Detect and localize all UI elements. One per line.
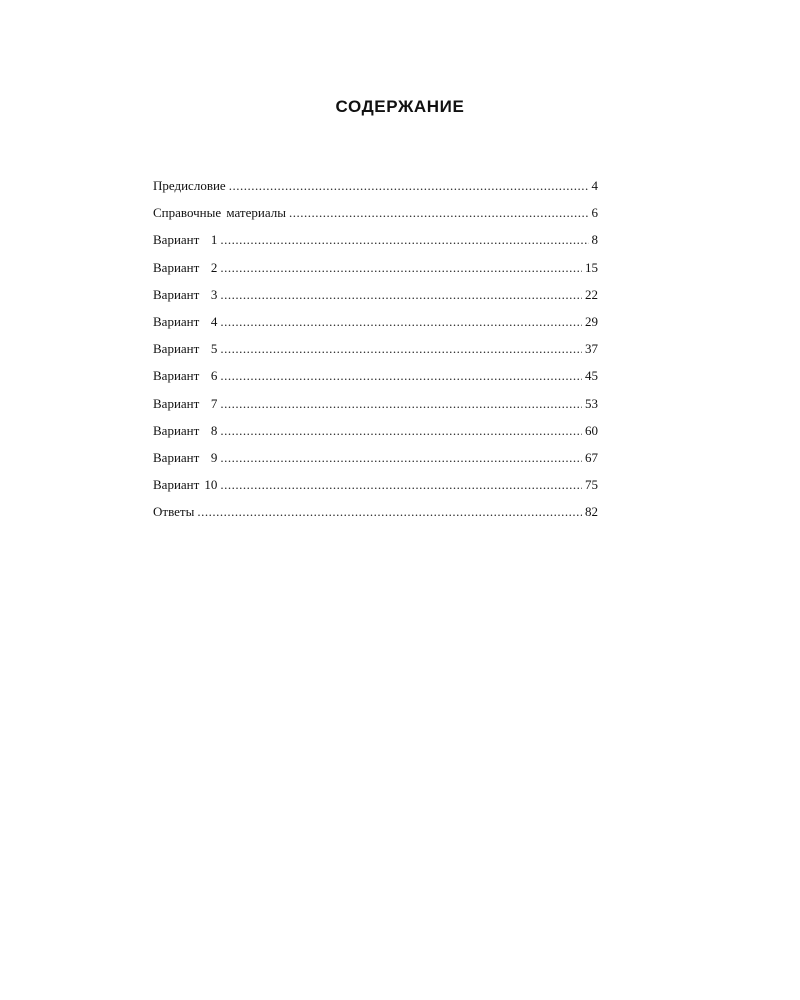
dot-leader — [220, 450, 582, 466]
dot-leader — [220, 232, 588, 248]
table-of-contents — [153, 178, 598, 531]
toc-entry-page: 4 — [591, 178, 598, 193]
toc-entry-preface — [153, 178, 598, 205]
toc-entry-page: 53 — [585, 395, 598, 411]
dot-leader — [220, 477, 582, 493]
dot-leader — [229, 178, 589, 194]
dot-leader — [220, 423, 582, 439]
toc-entry-page: 45 — [585, 368, 598, 384]
toc-entry-label: Справочные материалы — [153, 205, 286, 221]
toc-entry-label: Вариант — [153, 368, 200, 384]
toc-entry-label: Вариант — [153, 449, 200, 465]
toc-entry-label: Предисловие — [153, 178, 226, 193]
toc-entry-page: 22 — [585, 286, 598, 302]
toc-entry-page: 15 — [585, 259, 598, 275]
dot-leader — [289, 205, 589, 221]
toc-entry-variant-7 — [153, 396, 598, 423]
toc-entry-page: 29 — [585, 313, 598, 329]
toc-entry-label: Вариант — [153, 395, 200, 411]
toc-entry-variant-9 — [153, 450, 598, 477]
toc-entry-number: 8 — [210, 422, 218, 438]
toc-entry-variant-10 — [153, 477, 598, 504]
toc-entry-label: Ответы — [153, 504, 195, 520]
toc-entry-number: 1 — [210, 232, 218, 248]
toc-entry-label: Вариант — [153, 232, 200, 248]
toc-entry-page: 67 — [585, 449, 598, 465]
toc-entry-number: 6 — [210, 368, 218, 384]
toc-entry-label: Вариант — [153, 259, 200, 275]
toc-entry-label: Вариант — [153, 286, 200, 302]
dot-leader — [220, 341, 582, 357]
toc-entry-page: 82 — [585, 504, 598, 520]
toc-entry-label: Вариант — [153, 477, 200, 493]
toc-entry-answers — [153, 504, 598, 531]
dot-leader — [220, 314, 582, 330]
toc-entry-number: 4 — [210, 313, 218, 329]
toc-entry-label: Вариант — [153, 313, 200, 329]
toc-entry-variant-5 — [153, 341, 598, 368]
toc-entry-number: 2 — [210, 259, 218, 275]
toc-entry-page: 6 — [591, 205, 598, 221]
toc-entry-variant-8 — [153, 423, 598, 450]
toc-entry-number: 3 — [210, 286, 218, 302]
toc-entry-label: Вариант — [153, 341, 200, 357]
toc-entry-page: 37 — [585, 341, 598, 357]
page-title: СОДЕРЖАНИЕ — [335, 97, 465, 116]
toc-entry-page: 60 — [585, 422, 598, 438]
toc-entry-variant-6 — [153, 368, 598, 395]
toc-entry-label: Вариант — [153, 422, 200, 438]
dot-leader — [220, 396, 582, 412]
toc-entry-variant-3 — [153, 287, 598, 314]
toc-entry-number: 7 — [210, 395, 218, 411]
toc-entry-variant-1 — [153, 232, 598, 259]
toc-entry-number: 10 — [204, 477, 218, 493]
dot-leader — [220, 260, 582, 276]
dot-leader — [220, 287, 582, 303]
dot-leader — [197, 504, 582, 520]
toc-entry-variant-2 — [153, 260, 598, 287]
toc-entry-number: 5 — [210, 341, 218, 357]
toc-entry-page: 8 — [591, 232, 598, 248]
dot-leader — [220, 368, 582, 384]
toc-entry-variant-4 — [153, 314, 598, 341]
toc-entry-number: 9 — [210, 449, 218, 465]
toc-entry-page: 75 — [585, 477, 598, 493]
toc-entry-reference-materials — [153, 205, 598, 232]
